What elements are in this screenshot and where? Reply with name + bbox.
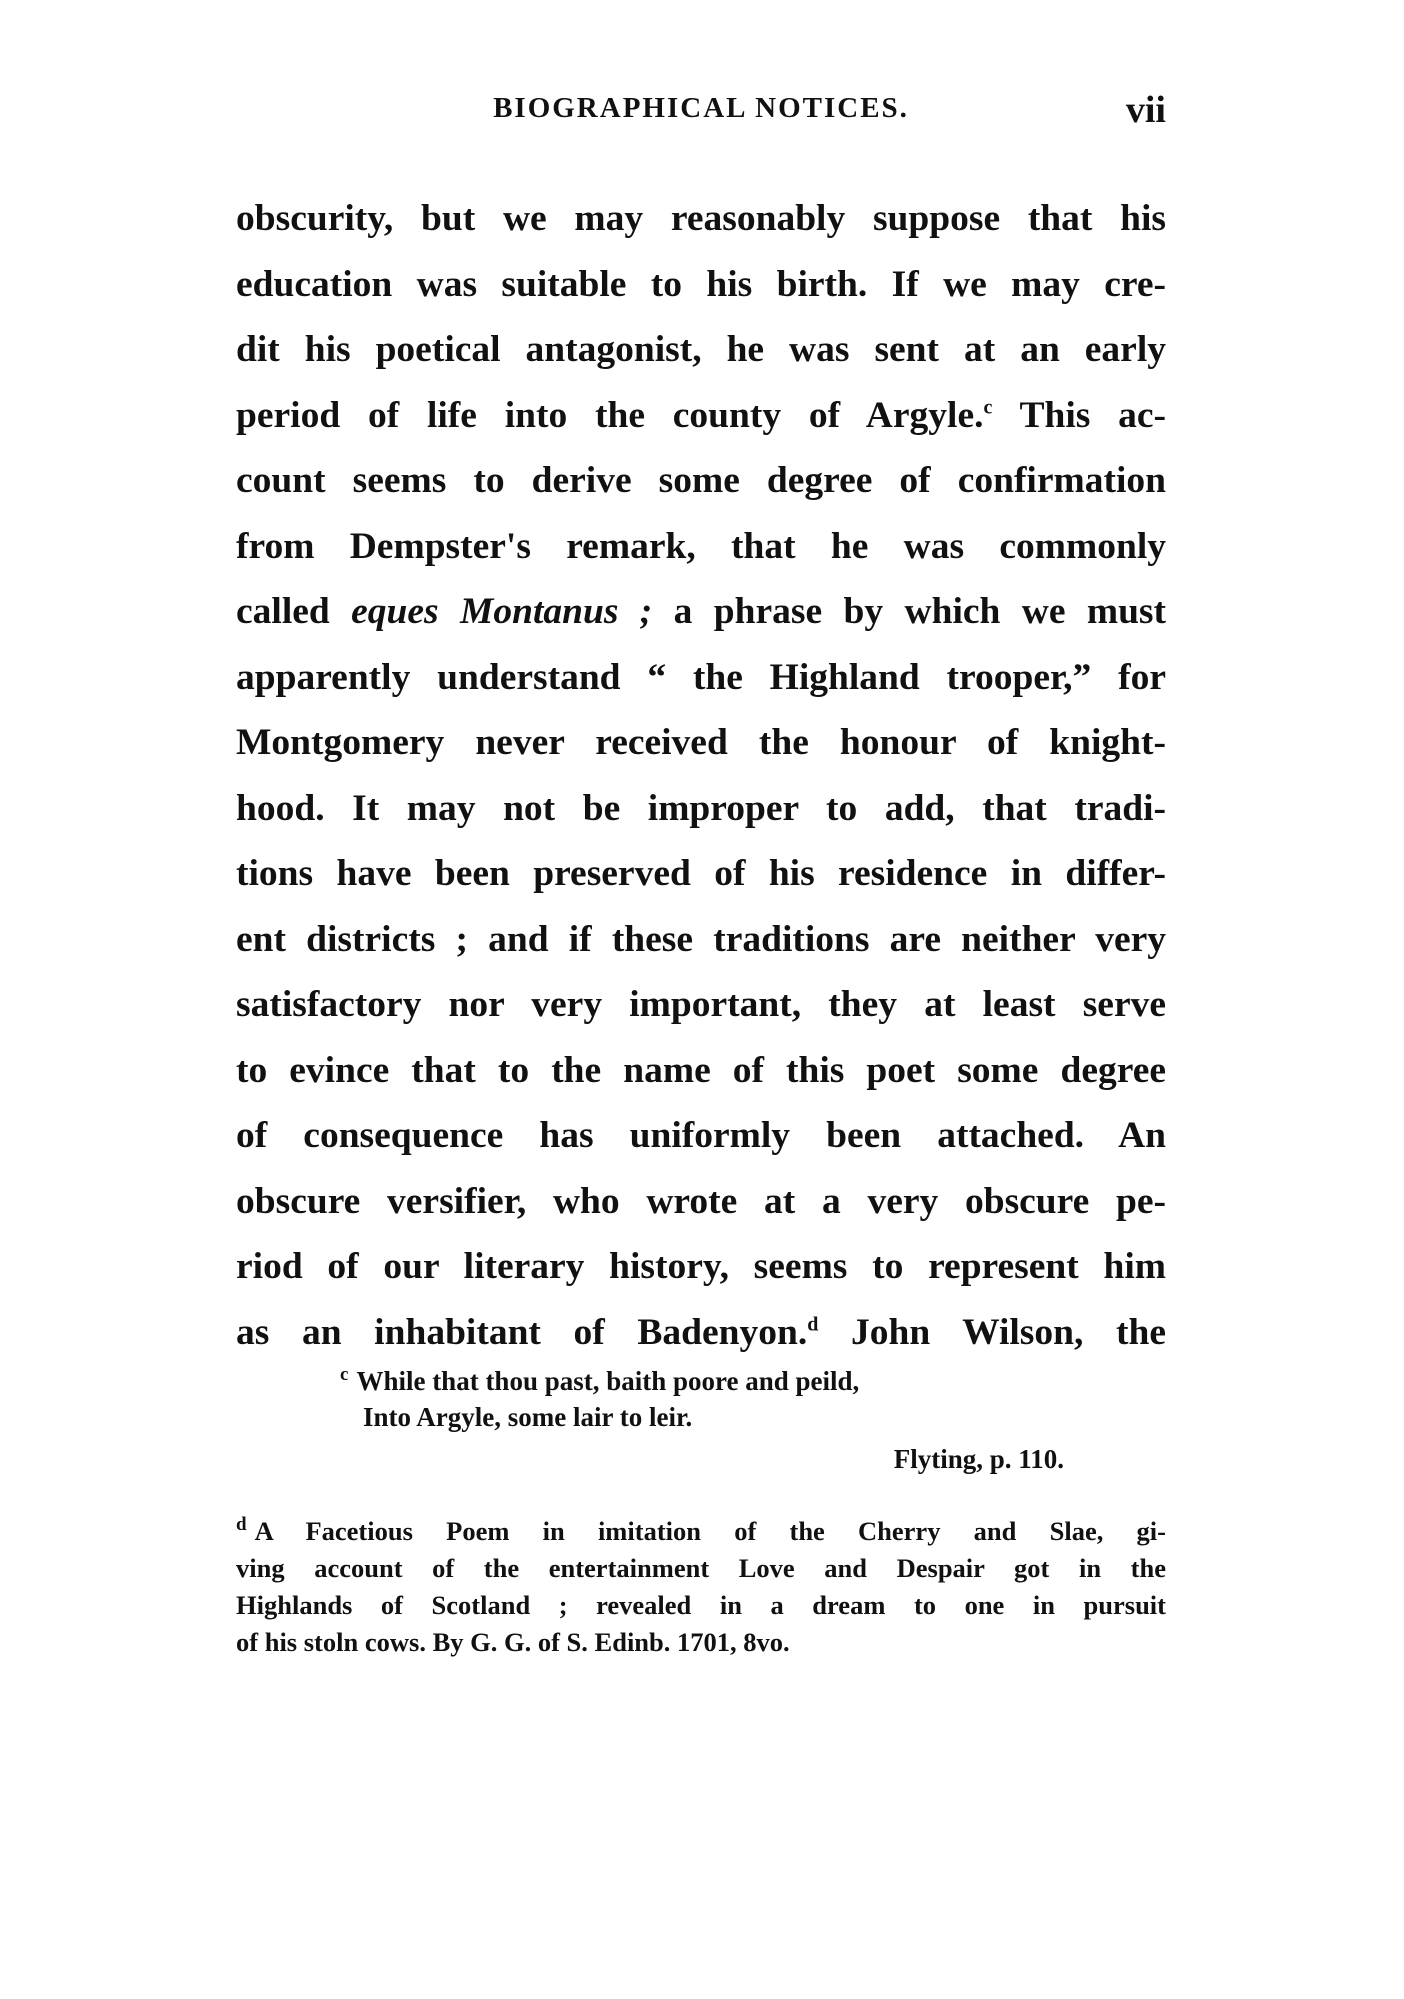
body-line-tail: a phrase by which we must	[673, 591, 1167, 632]
footnote-ref-c: c	[983, 396, 993, 418]
body-line-text: period of life into the county of Argyle.	[236, 394, 984, 436]
footnote-line: of his stoln cows. By G. G. of S. Edinb. 1701, 8vo.	[236, 1627, 790, 1657]
footnote-c	[340, 1363, 1080, 1477]
body-line: riod of our literary history, seems to represent him	[236, 1246, 1166, 1287]
body-line: obscurity, but we may reasonably suppose that his	[236, 198, 1166, 239]
italic-phrase: eques Montanus ;	[351, 591, 653, 632]
body-line: tions have been preserved of his residence in differ-	[236, 853, 1166, 894]
footnote-line: Highlands of Scotland ; revealed in a dream to one in pursuit	[236, 1590, 1166, 1620]
footnote-verse-line: Into Argyle, some lair to leir.	[363, 1402, 693, 1432]
footnote-marker: c	[340, 1364, 349, 1385]
body-line: to evince that to the name of this poet some degree	[236, 1049, 1166, 1091]
body-text	[236, 186, 1166, 1365]
body-line-tail: This ac-	[1019, 394, 1167, 436]
body-line	[236, 1300, 1166, 1366]
body-line-text: called	[236, 591, 330, 632]
footnote-marker: d	[236, 1514, 247, 1536]
body-line: obscure versifier, who wrote at a very obscure pe-	[236, 1180, 1166, 1222]
footnote-verse-line	[340, 1363, 1080, 1399]
body-line: satisfactory nor very important, they at least serve	[236, 984, 1166, 1025]
body-line: hood. It may not be improper to add, that tradi-	[236, 787, 1166, 829]
footnote-ref-d: d	[807, 1313, 819, 1335]
footnote-line-text: A Facetious Poem in imitation of the Cherry and Slae, gi-	[254, 1516, 1166, 1546]
body-line: apparently understand “ the Highland trooper,” for	[236, 656, 1166, 698]
running-head: BIOGRAPHICAL NOTICES.	[493, 92, 909, 124]
body-line: ent districts ; and if these traditions are neither very	[236, 918, 1166, 960]
body-line: of consequence has uniformly been attached. An	[236, 1115, 1166, 1156]
body-line	[236, 383, 1166, 449]
page-number: vii	[1125, 89, 1166, 131]
footnote-line	[236, 1513, 1166, 1550]
footnote-line: ving account of the entertainment Love and Despair got in the	[236, 1553, 1166, 1583]
body-line: education was suitable to his birth. If we may cre-	[236, 263, 1166, 305]
body-line: count seems to derive some degree of confirmation	[236, 460, 1166, 501]
page-header	[236, 89, 1166, 142]
verse-text: While that thou past, baith poore and peild,	[356, 1366, 860, 1396]
body-line	[236, 579, 1166, 645]
footnote-d	[236, 1513, 1166, 1661]
body-line-text: as an inhabitant of Badenyon.	[236, 1311, 808, 1353]
body-line-tail: John Wilson, the	[851, 1311, 1166, 1353]
body-line: Montgomery never received the honour of knight-	[236, 722, 1166, 763]
footnote-source: Flyting, p. 110.	[893, 1444, 1064, 1474]
body-line: dit his poetical antagonist, he was sent at an early	[236, 329, 1166, 370]
body-line: from Dempster's remark, that he was commonly	[236, 525, 1166, 567]
